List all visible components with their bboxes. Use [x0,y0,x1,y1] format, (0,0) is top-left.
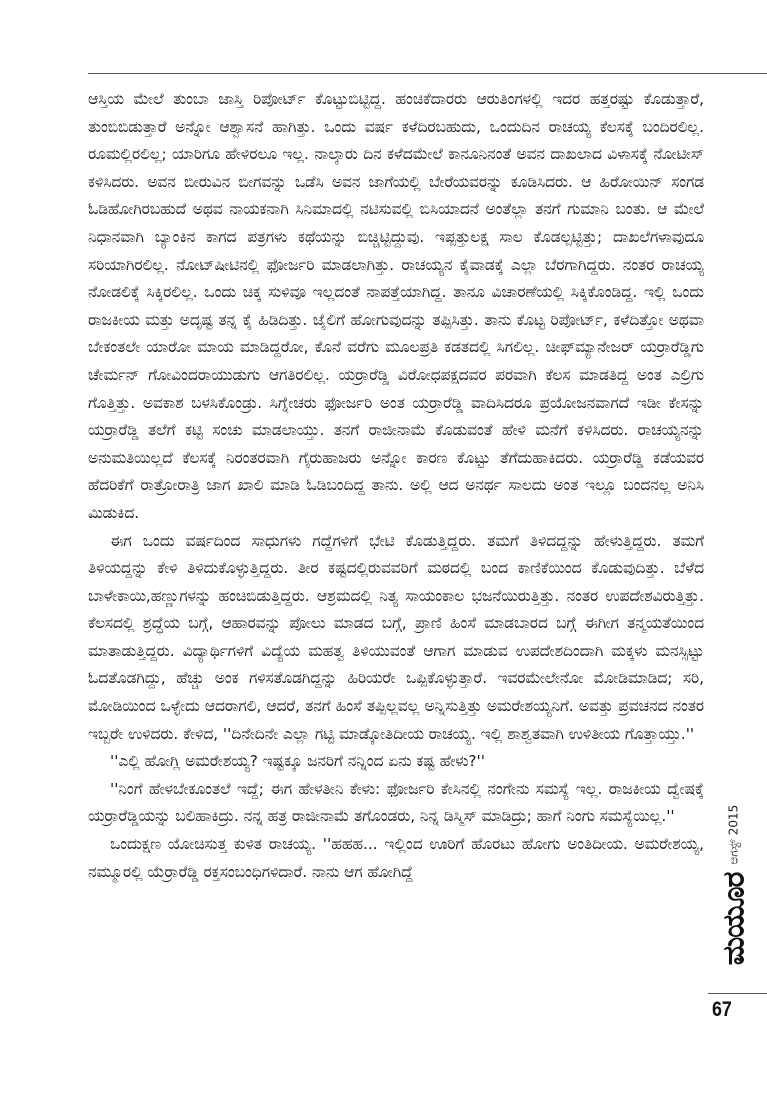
article-body [88,86,704,886]
page-number-rule [708,993,767,994]
top-rule [88,73,767,74]
article-paragraph-5: ಒಂದುಕ್ಷಣ ಯೋಚಿಸುತ್ತ ಕುಳಿತ ರಾಚಯ್ಯ. ''ಹಹಹ... ಇಲ್ಲಿಂದ ಊರಿಗೆ ಹೊರಟು ಹೋಗು ಅಂತಿದೀಯ. ಅಮರೇಶಯ್ಯ, ನಮ್ಮೂರಲ್ಲಿ ಯೆರ್‍ರಾರೆಡ್ಡಿ ರಕ್ತಸಂಬಂಧಿಗಳಿದಾರೆ. ನಾನು ಆಗ ಹೋಗಿದ್ದೆ [88,835,704,881]
page-number: 67 [712,998,732,1021]
article-paragraph-3: ''ಎಲ್ಲಿ ಹೋಗ್ಲಿ ಅಮರೇಶಯ್ಯ? ಇಷ್ಟಕ್ಕೂ ಜನರಿಗೆ ನನ್ನಿಂದ ಏನು ಕಷ್ಟ ಹೇಳು?'' [110,752,485,771]
article-paragraph-4: ''ನಿಂಗೆ ಹೇಳಬೇಕೂಂತಲೆ ಇದ್ದೆ; ಈಗ ಹೇಳತೀನಿ ಕೇಳು: ಫೋರ್ಜರಿ ಕೇಸಿನಲ್ಲಿ ನಂಗೇನು ಸಮಸ್ಯೆ ಇಲ್ಲ. ರಾಜಕೀಯ ದ್ವೇಷಕ್ಕೆ ಯರ್‍ರಾರೆಡ್ಡಿಯನ್ನು ಬಲಿಹಾಕಿದ್ರು. ನನ್ನ ಹತ್ರ ರಾಜೀನಾಮೆ ತಗೊಂಡರು, ನಿನ್ನ ಡಿಸ್ಮಿಸ್ ಮಾಡಿದ್ರು; ಹಾಗೆ ನಿಂಗು ಸಮಸ್ಯೆಯಿಲ್ಲ.'' [88,779,704,826]
magazine-name: ಮಯೂರ [716,872,752,966]
article-paragraph-1: ಆಸ್ತಿಯ ಮೇಲೆ ತುಂಬಾ ಜಾಸ್ತಿ ರಿಪೋರ್ಟ್ ಕೊಟ್ಟುಬಿಟ್ಟಿದ್ದ. ಹಂಚಿಕೆದಾರರು ಆರುತಿಂಗಳಲ್ಲಿ ಇದರ ಹತ್ತರಷ್ಟು ಕೊಡುತ್ತಾರೆ, ತುಂಬಿಬಿಡುತ್ತಾರೆ ಅನ್ನೋ ಆಶ್ವಾಸನೆ ಹಾಗಿತ್ತು. ಒಂದು ವರ್ಷ ಕಳೆದಿರಬಹುದು, ಒಂದುದಿನ ರಾಚಯ್ಯ ಕೆಲಸಕ್ಕೆ ಬಂದಿರಲಿಲ್ಲ. ರೂಮಲ್ಲಿರಲಿಲ್ಲ; ಯಾರಿಗೂ ಹೇಳಿರಲೂ ಇಲ್ಲ. ನಾಲ್ಕಾರು ದಿನ ಕಳೆದಮೇಲೆ ಕಾನೂನಿನಂತೆ ಅವನ ದಾಖಲಾದ ವಿಳಾಸಕ್ಕೆ ನೋಟೀಸ್ ಕಳಿಸಿದರು. ಅವನ ಬೀರುವಿನ ಬೀಗವನ್ನು ಒಡೆಸಿ ಅವನ ಜಾಗೆಯಲ್ಲಿ ಬೇರೆಯವರನ್ನು ಕೂಡಿಸಿದರು. ಆ ಹಿರೋಯಿನ್ ಸಂಗಡ ಓಡಿಹೋಗಿರಬಹುದೆ ಅಥವ ನಾಯಕನಾಗಿ ಸಿನಿಮಾದಲ್ಲಿ ನಟಿಸುವಲ್ಲಿ ಬಿಸಿಯಾದನೆ ಅಂತೆಲ್ಲಾ ತನಗೆ ಗುಮಾನಿ ಬಂತು. ಆ ಮೇಲೆ ನಿಧಾನವಾಗಿ ಬ್ಯಾಂಕಿನ ಕಾಗದ ಪತ್ರಗಳು ಕಥೆಯನ್ನು ಬಿಚ್ಚಿಟ್ಟಿದ್ದುವು. ಇಪ್ಪತ್ತುಲಕ್ಷ ಸಾಲ ಕೊಡಲ್ಪಟ್ಟಿತ್ತು; ದಾಖಲೆಗಳಾವುದೂ ಸರಿಯಾಗಿರಲಿಲ್ಲ. ನೋಟ್‌ಷೀಟಿನಲ್ಲಿ ಫೋರ್ಜರಿ ಮಾಡಲಾಗಿತ್ತು. ರಾಚಯ್ಯನ ಕೈವಾಡಕ್ಕೆ ಎಲ್ಲಾ ಬೆರಗಾಗಿದ್ದರು. ನಂತರ ರಾಚಯ್ಯ ನೋಡಲಿಕ್ಕೆ ಸಿಕ್ಕಿರಲಿಲ್ಲ. ಒಂದು ಚಿಕ್ಕ ಸುಳಿವೂ ಇಲ್ಲದಂತೆ ನಾಪತ್ತೆಯಾಗಿದ್ದ. ತಾನೂ ವಿಚಾರಣೆಯಲ್ಲಿ ಸಿಕ್ಕಿಕೊಂಡಿದ್ದ. ಇಲ್ಲಿ ಒಂದು ರಾಜಕೀಯ ಮತ್ತು ಅದೃಷ್ಟ ತನ್ನ ಕೈ ಹಿಡಿದಿತ್ತು. ಜೈಲಿಗೆ ಹೋಗುವುದನ್ನು ತಪ್ಪಿಸಿತ್ತು. ತಾನು ಕೊಟ್ಟ ರಿಪೋರ್ಟ್, ಕಳೆದಿತ್ತೋ ಅಥವಾ ಬೇಕಂತಲೇ ಯಾರೋ ಮಾಯ ಮಾಡಿದ್ದರೋ, ಕೊನೆ ವರೆಗು ಮೂಲಪ್ರತಿ ಕಡತದಲ್ಲಿ ಸಿಗಲಿಲ್ಲ. ಚೀಫ್‌ಮ್ಯಾನೇಜರ್ ಯರ್‍ರಾರೆಡ್ಡಿಗು ಚೇರ್ಮನ್ ಗೋವಿಂದರಾಯುಡುಗು ಆಗತಿರಲಿಲ್ಲ. ಯರ್‍ರಾರೆಡ್ಡಿ ವಿರೋಧಪಕ್ಷದವರ ಪರವಾಗಿ ಕೆಲಸ ಮಾಡತಿದ್ದ ಅಂತ ಎಲ್ರಿಗು ಗೊತ್ತಿತ್ತು. ಅವಕಾಶ ಬಳಸಿಕೊಂಡ್ರು. ಸಿಗ್ನೇಚರು ಫೋರ್ಜರಿ ಅಂತ ಯರ್‍ರಾರೆಡ್ಡಿ ವಾದಿಸಿದರೂ ಪ್ರಯೋಜನವಾಗದೆ ಇಡೀ ಕೇಸನ್ನು ಯರ್‍ರಾರೆಡ್ಡಿ ತಲೆಗೆ ಕಟ್ಟಿ ಸಂಚು ಮಾಡಲಾಯ್ತು. ತನಗೆ ರಾಜೀನಾಮೆ ಕೊಡುವಂತೆ ಹೇಳಿ ಮನೆಗೆ ಕಳಿಸಿದರು. ರಾಚಯ್ಯನನ್ನು ಅನುಮತಿಯಿಲ್ಲದೆ ಕೆಲಸಕ್ಕೆ ನಿರಂತರವಾಗಿ ಗೈರುಹಾಜರು ಅನ್ನೋ ಕಾರಣ ಕೊಟ್ಟು ತೆಗೆದುಹಾಕಿದರು. ಯರ್‍ರಾರೆಡ್ಡಿ ಕಡೆಯವರ ಹೆದರಿಕೆಗೆ ರಾತ್ರೋರಾತ್ರಿ ಜಾಗ ಖಾಲಿ ಮಾಡಿ ಓಡಿಬಂದಿದ್ದ ತಾನು. ಅಲ್ಲಿ ಆದ ಅನರ್ಥ ಸಾಲದು ಅಂತ ಇಲ್ಲೂ ಬಂದನಲ್ಲ ಅನಿಸಿ ಮಿಡುಕಿದ. [88,90,704,522]
magazine-side-label [708,804,760,966]
article-paragraph-2: ಈಗ ಒಂದು ವರ್ಷದಿಂದ ಸಾಧುಗಳು ಗದ್ದೆಗಳಿಗೆ ಭೇಟಿ ಕೊಡುತ್ತಿದ್ದರು. ತಮಗೆ ತಿಳಿದದ್ದನ್ನು ಹೇಳುತ್ತಿದ್ದರು. ತಮಗೆ ತಿಳಿಯದ್ದನ್ನು ಕೇಳಿ ತಿಳಿದುಕೊಳ್ಳುತ್ತಿದ್ದರು. ತೀರ ಕಷ್ಟದಲ್ಲಿರುವವರಿಗೆ ಮಠದಲ್ಲಿ ಬಂದ ಕಾಣಿಕೆಯಿಂದ ಕೊಡುವುದಿತ್ತು. ಬೆಳೆದ ಬಾಳೇಕಾಯಿ,ಹಣ್ಣುಗಳನ್ನು ಹಂಚಿಬಿಡುತ್ತಿದ್ದರು. ಆಶ್ರಮದಲ್ಲಿ ನಿತ್ಯ ಸಾಯಂಕಾಲ ಭಜನೆಯಿರುತ್ತಿತ್ತು. ನಂತರ ಉಪದೇಶವಿರುತ್ತಿತ್ತು. ಕೆಲಸದಲ್ಲಿ ಶ್ರದ್ಧೆಯ ಬಗ್ಗೆ, ಆಹಾರವನ್ನು ಪೋಲು ಮಾಡದ ಬಗ್ಗೆ, ಪ್ರಾಣಿ ಹಿಂಸೆ ಮಾಡಬಾರದ ಬಗ್ಗೆ ಈಗೀಗ ತನ್ಮಯತೆಯಿಂದ ಮಾತಾಡುತ್ತಿದ್ದರು. ವಿದ್ಯಾರ್ಥಿಗಳಿಗೆ ವಿದ್ಯೆಯ ಮಹತ್ವ ತಿಳಿಯುವಂತೆ ಆಗಾಗ ಮಾಡುವ ಉಪದೇಶದಿಂದಾಗಿ ಮಕ್ಕಳು ಮನಸ್ಸಿಟ್ಟು ಓದತೊಡಗಿದ್ದು, ಹೆಚ್ಚು ಅಂಕ ಗಳಿಸತೊಡಗಿದ್ದನ್ನು ಹಿರಿಯರೇ ಒಪ್ಪಿಕೊಳ್ಳುತ್ತಾರೆ. ಇವರಮೇಲೇನೋ ಮೋಡಿಮಾಡಿದ; ಸರಿ, ಮೋಡಿಯಿಂದ ಒಳ್ಳೇದು ಆದರಾಗಲಿ, ಆದರೆ, ತನಗೆ ಹಿಂಸೆ ತಪ್ಪಿಲ್ಲವಲ್ಲ ಅನ್ನಿಸುತ್ತಿತ್ತು ಅಮರೇಶಯ್ಯನಿಗೆ. ಅವತ್ತು ಪ್ರವಚನದ ನಂತರ ಇಬ್ಬರೇ ಉಳಿದರು. ಕೇಳಿದ, ''ದಿನೇದಿನೇ ಎಲ್ಲಾ ಗಟ್ಟಿ ಮಾಡ್ಕೋತಿದೀಯ ರಾಚಯ್ಯ. ಇಲ್ಲಿ ಶಾಶ್ವತವಾಗಿ ಉಳಿತೀಯ ಗೊತ್ತಾಯ್ತು.'' [88,531,704,743]
issue-date: ಆಗಸ್ಟ್ 2015 [726,804,741,865]
